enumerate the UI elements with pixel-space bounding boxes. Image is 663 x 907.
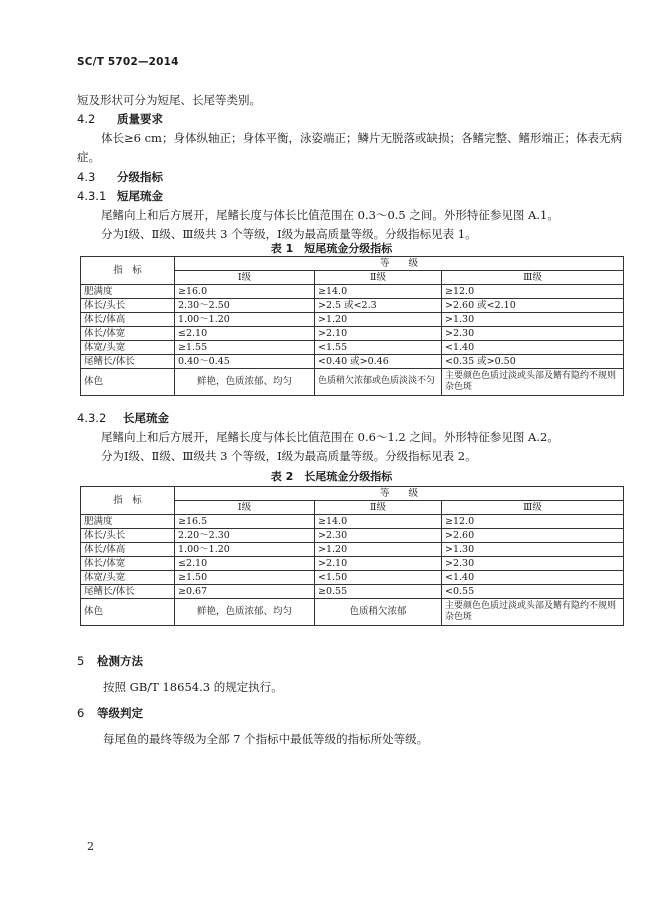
section-title: 质量要求 [117, 112, 163, 126]
grade-3-value: 主要颜色色质过淡或头部及鳍有隐约不规则杂色斑 [442, 369, 624, 396]
indicator-header: 指 标 [81, 257, 175, 285]
grade-3-value: >2.60 [442, 529, 624, 543]
grade-2-value: <1.55 [315, 341, 442, 355]
grade-header: 等 级 [175, 257, 624, 271]
table-row [81, 557, 624, 571]
indicator-header: 指 标 [81, 487, 175, 515]
grade-1-value: ≥0.67 [175, 585, 315, 599]
grade-2-value: >1.20 [315, 543, 442, 557]
long-tail-paragraph-1: 尾鳍向上和后方展开，尾鳍长度与体长比值范围在 0.6～1.2 之间。外形特征参见图 A.2。 [101, 430, 559, 444]
grade-3-header: Ⅲ级 [442, 501, 624, 515]
section-number: 4.3.2 [77, 411, 107, 425]
grade-1-value: ≥1.50 [175, 571, 315, 585]
table-row [81, 299, 624, 313]
grade-1-value: 鲜艳，色质浓郁、均匀 [175, 369, 315, 396]
grade-1-value: ≤2.10 [175, 557, 315, 571]
section-number: 5 [77, 654, 85, 668]
grade-2-value: ≥14.0 [315, 285, 442, 299]
section-number: 4.3.1 [77, 189, 107, 203]
grade-1-value: ≥16.5 [175, 515, 315, 529]
indicator-name: 肥满度 [81, 285, 175, 299]
section-number: 4.2 [77, 112, 96, 126]
indicator-name: 体宽/头宽 [81, 571, 175, 585]
grade-judgement-paragraph: 每尾鱼的最终等级为全部 7 个指标中最低等级的指标所处等级。 [103, 732, 429, 746]
grade-1-value: 2.30～2.50 [175, 299, 315, 313]
quality-paragraph-line1: 体长≥6 cm；身体纵轴正；身体平衡，泳姿端正；鳞片无脱落或缺损；各鳍完整、鳍形端正；体表无病 [101, 131, 622, 145]
grade-1-header: Ⅰ级 [175, 271, 315, 285]
section-4-3-1-heading [77, 189, 163, 203]
grade-3-value: <1.40 [442, 571, 624, 585]
section-title: 长尾琉金 [123, 411, 169, 425]
grade-1-value: ≥1.55 [175, 341, 315, 355]
table-row [81, 585, 624, 599]
table-row [81, 543, 624, 557]
grade-3-value: >2.30 [442, 557, 624, 571]
table-header-row [81, 257, 624, 271]
table-row [81, 327, 624, 341]
section-number: 4.3 [77, 170, 96, 184]
grade-2-value: <0.40 或>0.46 [315, 355, 442, 369]
indicator-name: 体长/体宽 [81, 327, 175, 341]
table-row [81, 515, 624, 529]
table-row [81, 285, 624, 299]
document-code: SC/T 5702—2014 [77, 56, 179, 68]
indicator-name: 体色 [81, 599, 175, 626]
section-6-heading [77, 706, 143, 720]
section-title: 分级指标 [117, 170, 163, 184]
grade-2-value: 色质稍欠浓郁或色质淡淡不匀 [315, 369, 442, 396]
indicator-name: 尾鳍长/体长 [81, 355, 175, 369]
grade-3-value: >2.60 或<2.10 [442, 299, 624, 313]
grade-3-value: <0.35 或>0.50 [442, 355, 624, 369]
grade-header: 等 级 [175, 487, 624, 501]
grade-2-value: ≥0.55 [315, 585, 442, 599]
grade-1-value: 2.20～2.30 [175, 529, 315, 543]
grade-3-value: ≥12.0 [442, 285, 624, 299]
section-title: 检测方法 [97, 654, 143, 668]
table-row [81, 599, 624, 626]
section-number: 6 [77, 706, 85, 720]
grade-2-value: >2.30 [315, 529, 442, 543]
grade-3-header: Ⅲ级 [442, 271, 624, 285]
grade-2-header: Ⅱ级 [315, 501, 442, 515]
table-row [81, 369, 624, 396]
grade-2-value: >2.10 [315, 327, 442, 341]
indicator-name: 体长/体高 [81, 543, 175, 557]
grade-2-value: <1.50 [315, 571, 442, 585]
table-row [81, 571, 624, 585]
grade-3-value: >2.30 [442, 327, 624, 341]
section-5-heading [77, 654, 143, 668]
section-4-3-2-heading [77, 411, 169, 425]
indicator-name: 尾鳍长/体长 [81, 585, 175, 599]
indicator-name: 体色 [81, 369, 175, 396]
short-tail-paragraph-2: 分为Ⅰ级、Ⅱ级、Ⅲ级共 3 个等级，Ⅰ级为最高质量等级。分级指标见表 1。 [101, 227, 477, 241]
grade-1-header: Ⅰ级 [175, 501, 315, 515]
grade-1-value: ≤2.10 [175, 327, 315, 341]
section-title: 等级判定 [97, 706, 143, 720]
grade-3-value: <1.40 [442, 341, 624, 355]
table-row [81, 341, 624, 355]
table1-caption: 表 1 短尾琉金分级指标 [270, 242, 393, 255]
indicator-name: 体长/头长 [81, 529, 175, 543]
grade-1-value: ≥16.0 [175, 285, 315, 299]
page-number: 2 [87, 840, 94, 853]
indicator-name: 肥满度 [81, 515, 175, 529]
table-row [81, 529, 624, 543]
intro-paragraph: 短及形状可分为短尾、长尾等类别。 [77, 93, 261, 107]
grade-3-value: 主要颜色色质过淡或头部及鳍有隐约不规则杂色斑 [442, 599, 624, 626]
grade-3-value: ≥12.0 [442, 515, 624, 529]
grade-2-value: 色质稍欠浓郁 [315, 599, 442, 626]
grade-2-value: ≥14.0 [315, 515, 442, 529]
table1 [80, 256, 624, 396]
indicator-name: 体长/头长 [81, 299, 175, 313]
table2 [80, 486, 624, 626]
table-header-row [81, 487, 624, 501]
short-tail-paragraph-1: 尾鳍向上和后方展开，尾鳍长度与体长比值范围在 0.3～0.5 之间。外形特征参见图 A.1。 [101, 208, 559, 222]
table-row [81, 355, 624, 369]
grade-1-value: 1.00～1.20 [175, 313, 315, 327]
grade-2-header: Ⅱ级 [315, 271, 442, 285]
long-tail-paragraph-2: 分为Ⅰ级、Ⅱ级、Ⅲ级共 3 个等级，Ⅰ级为最高质量等级。分级指标见表 2。 [101, 449, 477, 463]
table2-caption: 表 2 长尾琉金分级指标 [270, 470, 393, 483]
grade-2-value: >2.5 或<2.3 [315, 299, 442, 313]
grade-1-value: 鲜艳，色质浓郁、均匀 [175, 599, 315, 626]
test-method-paragraph: 按照 GB/T 18654.3 的规定执行。 [103, 680, 283, 694]
indicator-name: 体长/体高 [81, 313, 175, 327]
indicator-name: 体宽/头宽 [81, 341, 175, 355]
section-4-3-heading [77, 170, 163, 184]
grade-3-value: >1.30 [442, 543, 624, 557]
grade-2-value: >2.10 [315, 557, 442, 571]
grade-3-value: >1.30 [442, 313, 624, 327]
section-title: 短尾琉金 [117, 189, 163, 203]
indicator-name: 体长/体宽 [81, 557, 175, 571]
section-4-2-heading [77, 112, 163, 126]
quality-paragraph-line2: 症。 [77, 150, 100, 164]
grade-2-value: >1.20 [315, 313, 442, 327]
table-row [81, 313, 624, 327]
grade-1-value: 1.00～1.20 [175, 543, 315, 557]
grade-1-value: 0.40～0.45 [175, 355, 315, 369]
grade-3-value: <0.55 [442, 585, 624, 599]
